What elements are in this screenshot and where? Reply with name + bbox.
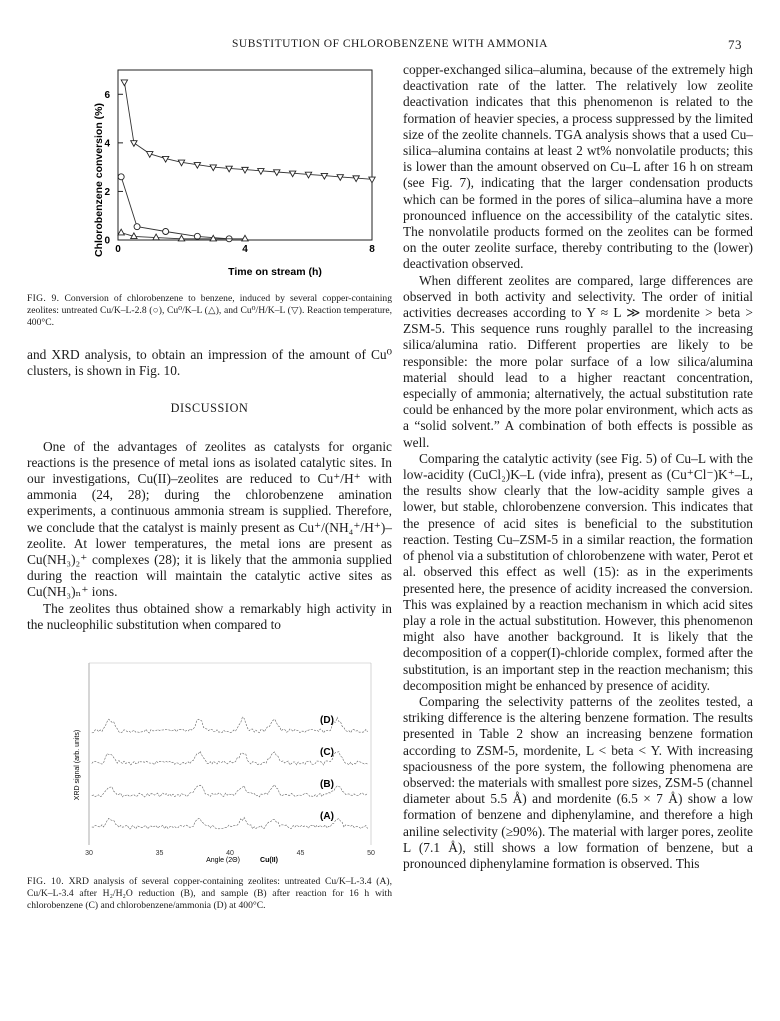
fig9-point-triangle — [178, 235, 184, 241]
fig9-x-axis-label: Time on stream (h) — [228, 266, 322, 278]
running-title: SUBSTITUTION OF CHLOROBENZENE WITH AMMONIA — [232, 38, 548, 50]
right-para-4: Comparing the selectivity patterns of the zeolites tested, a striking difference is the altering benzene formation. The results presented in Table 2 show an increasing benzene formation according to ZSM-5, mordenite, L < beta < Y. With increasing spaciousness of the pore system, the following phenomena are observed: the materials with smallest pore sizes, ZSM-5 (channel diameter about 5.5 Å) and mordenite (6.5 × 7 Å) show a low formation of benzene and diphenylamine, and therefore a high aniline selectivity (≥90%). The material with larger pores, zeolite L (7.1 Å), still shows a low formation of benzene, but a pronounced diphenylamine formation is observed. This — [403, 693, 753, 871]
right-para-2: When different zeolites are compared, large differences are observed in both activity and selectivity. The order of initial activities decreases according to Y ≈ L ≫ mordenite > beta > ZSM-5. This sequence runs roughly parallel to the increasing silica/alumina ratio. Different properties are likely to be responsible: the more polar surface of a low silica/alumina material should lead to a higher reactant concentration, especially of ammonia; alternatively, the actual substitution rate could be enhanced by the more polar environment, which acts as a “solid solvent.” A combination of both effects is possible as well. — [403, 272, 753, 450]
fig10-trace-label: (C) — [320, 747, 334, 758]
fig9-y-tick-label: 6 — [104, 89, 110, 101]
figure-10-caption-text: XRD analysis of several copper-containing zeolites: untreated Cu/K–L-3.4 (A), Cu/K–L-3.4 after H₂/H₂O reduction (B), and sample (B) after reaction for 16 h with chlorobenzene (C) and chlorobenzene/ammonia (D) at 400°C. — [27, 876, 392, 911]
fig9-point-inverted-triangle — [289, 171, 295, 177]
fig9-point-triangle — [118, 229, 124, 235]
right-para-3: Comparing the catalytic activity (see Fig. 5) of Cu–L with the low-acidity (CuCl₂)K–L (vide infra), present as (Cu⁺Cl⁻)K⁺–L, the results show clearly that the low-acidity sample gives a lower, but stable, chlorobenzene conversion. This indicates that the presence of acid sites is beneficial to the substitution reaction. Testing Cu–ZSM-5 in a similar reaction, the formation of phenol via a substitution of chlorobenzene with water, Perot et al. observed this effect as well (15): as in the experiments presented here, the presence of acidity increased the conversion. This was explained by a reaction mechanism in which acid sites play a role in the actual substitution. However, this phenomenon might also have another background. It is likely that the decomposition of a copper(I)-chloride complex, formed after the substitution, is an important step in the reaction mechanism; this decomposition might be enhanced by presence of acidity. — [403, 450, 753, 693]
fig10-x-tick-label: 50 — [367, 850, 375, 857]
fig9-point-inverted-triangle — [321, 173, 327, 179]
fig9-point-inverted-triangle — [242, 167, 248, 173]
figure-10-chart — [65, 655, 385, 870]
left-para-1: One of the advantages of zeolites as catalysts for organic reactions is the presence of metal ions as isolated catalytic sites. In our investigations, Cu(II)–zeolites are reduced to Cu⁺/H⁺ with ammonia (24, 28); during the chlorobenzene amination experiments, a continuous ammonia stream is supplied. Therefore, we conclude that the catalyst is mainly present as Cu⁺/(NH₄⁺/H⁺)–zeolite. At lower temperatures, the metal ions are present as Cu(NH₃)₂⁺ complexes (28); it is likely that the ammonia supplied during the reaction will maintain the catalytic active sites as Cu(NH₃)ₙ⁺ ions. — [27, 438, 392, 600]
section-heading-discussion: DISCUSSION — [170, 401, 249, 416]
fig9-y-tick-label: 2 — [104, 186, 110, 198]
figure-9-caption — [27, 293, 392, 329]
fig10-x-tick-label: 40 — [226, 850, 234, 857]
fig9-point-triangle — [153, 234, 159, 240]
fig9-point-inverted-triangle — [210, 165, 216, 171]
fig9-point-inverted-triangle — [369, 177, 375, 183]
fig9-x-tick-label: 8 — [369, 244, 375, 255]
left-para-2: The zeolites thus obtained show a remarkably high activity in the nucleophilic substitution when compared to — [27, 600, 392, 632]
fig9-point-inverted-triangle — [121, 80, 127, 86]
fig9-point-circle — [163, 229, 169, 235]
fig10-y-axis-label: XRD signal (arb. units) — [74, 729, 81, 801]
fig10-trace-label: (A) — [320, 811, 334, 822]
fig9-x-tick-label: 0 — [115, 244, 121, 255]
fig9-point-inverted-triangle — [258, 169, 264, 175]
page-number: 73 — [728, 37, 742, 52]
fig9-series-line — [124, 82, 372, 179]
fig10-x-tick-label: 35 — [155, 850, 164, 857]
fig9-point-triangle — [242, 235, 248, 241]
right-column — [403, 62, 753, 872]
figure-9-label: FIG. 9. — [27, 293, 60, 304]
fig9-y-tick-label: 0 — [104, 235, 110, 247]
fig9-point-inverted-triangle — [274, 170, 280, 176]
left-column-top — [27, 347, 392, 633]
figure-10-label: FIG. 10. — [27, 876, 64, 887]
fig9-x-tick-label: 4 — [242, 244, 248, 255]
fig9-point-circle — [134, 224, 140, 230]
fig9-y-axis-label: Chlorobenzene conversion (%) — [93, 102, 105, 258]
fig10-annotation: Cu(II) — [260, 857, 278, 864]
figure-9-caption-text: Conversion of chlorobenzene to benzene, induced by several copper-containing zeolites: untreated Cu/K–L-2.8 (○), Cu⁰/K–L (△), and Cu⁰/H/K–L (▽). Reaction temperature, 400°C. — [27, 293, 392, 328]
fig10-x-tick-label: 30 — [85, 850, 93, 857]
right-para-1: copper-exchanged silica–alumina, because of the extremely high deactivation rate of the latter. The relatively low zeolite deactivation indicates that this phenomenon is related to the formation of heavier species, a process suppressed by the limited size of the zeolite channels. TGA analysis shows that a used Cu–silica–alumina contains at least 2 wt% nonvolatile products; this is lower than the amount observed on Cu–L after 16 h on stream (see Fig. 7), indicating that the larger condensation products which can be formed in the pores of silica–alumina have a more pronounced influence on the accessibility of the catalytic sites. The nonvolatile products formed on the zeolites can be formed on the outer zeolite surface, thereby contributing to the (lower) deactivation observed. — [403, 62, 753, 272]
fig10-x-axis-label: Angle (2Θ) — [206, 857, 240, 864]
figure-10-caption — [27, 876, 392, 912]
fig10-trace-label: (D) — [320, 715, 334, 726]
fig10-trace-label: (B) — [320, 779, 334, 790]
figure-9-chart — [80, 62, 400, 287]
fig9-point-circle — [118, 174, 124, 180]
fig9-y-tick-label: 4 — [104, 138, 110, 150]
left-para-continued: and XRD analysis, to obtain an impression of the amount of Cu⁰ clusters, is shown in Fig. 10. — [27, 347, 392, 379]
fig9-point-inverted-triangle — [131, 141, 137, 147]
fig9-point-inverted-triangle — [305, 172, 311, 178]
fig10-x-tick-label: 45 — [296, 850, 305, 857]
fig9-plot-frame — [118, 70, 372, 240]
